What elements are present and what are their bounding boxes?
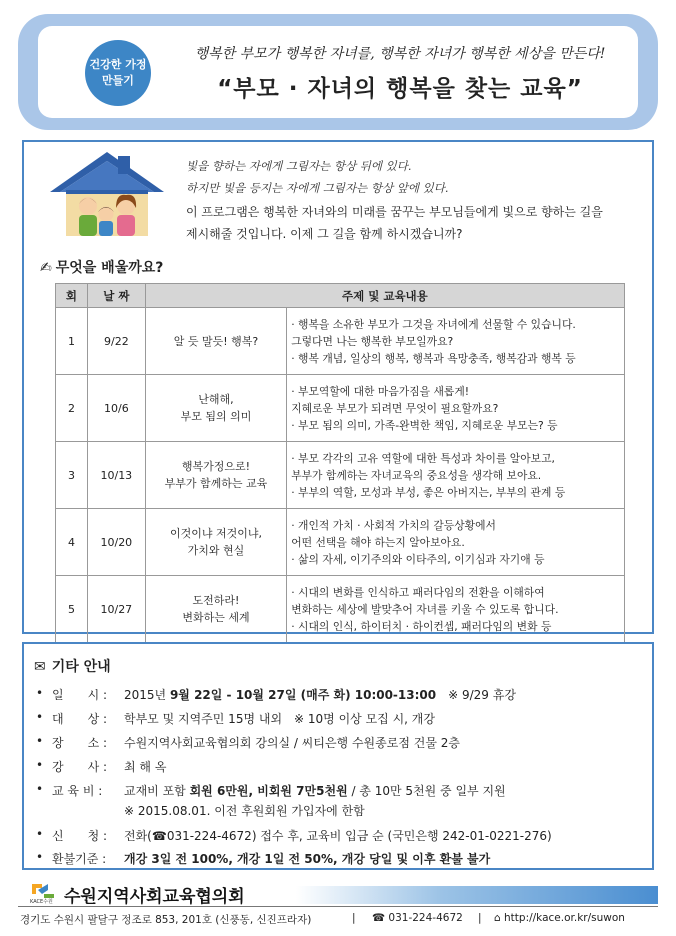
content-line: · 개인적 가치 · 사회적 가치의 갈등상황에서 [291, 518, 496, 532]
footer-address: 경기도 수원시 팔달구 정조로 853, 201호 (신풍동, 신진프라자) [20, 914, 312, 926]
info-item-datetime [36, 686, 516, 703]
bullet-icon: • [36, 710, 44, 724]
info-label: 신 청 : [52, 829, 108, 843]
info-label: 교 육 비 : [52, 784, 103, 798]
web-icon: ⌂ [494, 912, 505, 924]
content-line: · 시대의 인식, 하이터치 · 하이컨셉, 패러다임의 변화 등 [291, 619, 552, 633]
content-line: · 삶의 자세, 이기주의와 이타주의, 이기심과 자기애 등 [291, 552, 545, 566]
content-line: · 부모 됨의 의미, 가족-완벽한 책임, 지혜로운 부모는? 등 [291, 418, 558, 432]
info-item-refund [36, 850, 490, 867]
footer-gradient-bar [296, 886, 658, 904]
topic-line: 난해해, [198, 393, 234, 406]
session-date: 10/6 [87, 375, 145, 442]
info-label: 강 사 : [52, 760, 108, 774]
info-value: 수원지역사회교육협의회 강의실 / 씨티은행 수원종로점 건물 2층 [124, 736, 460, 750]
content-line: 변화하는 세상에 발맞추어 자녀를 키울 수 있도록 합니다. [291, 602, 559, 616]
topic-line: 부모 됨의 의미 [180, 410, 252, 423]
session-date: 10/13 [87, 442, 145, 509]
info-label: 대 상 : [52, 712, 108, 726]
info-value-note: ※ 9/29 휴강 [436, 688, 516, 702]
info-value-note: / 총 10만 5천원 중 일부 지원 [347, 784, 506, 798]
session-topic [145, 308, 286, 375]
intro-quote-1: 빛을 향하는 자에게 그림자는 항상 뒤에 있다. [186, 159, 412, 173]
header-date: 날 짜 [87, 284, 145, 308]
info-item-apply [36, 827, 552, 844]
content-line: · 시대의 변화를 인식하고 패러다임의 전환을 이해하여 [291, 585, 545, 599]
bullet-icon: • [36, 827, 44, 841]
bullet-icon: • [36, 686, 44, 700]
content-line: 어떤 선택을 해야 하는지 알아보아요. [291, 535, 465, 549]
footer-phone: ☎ 031-224-4672 [372, 912, 463, 924]
session-no: 4 [56, 509, 88, 576]
badge-line1: 건강한 가정 [89, 58, 147, 71]
info-label: 장 소 : [52, 736, 108, 750]
session-no: 3 [56, 442, 88, 509]
info-value [124, 850, 490, 867]
table-header-row [56, 284, 625, 308]
content-line: · 부부의 역할, 모성과 부성, 좋은 아버지는, 부부의 관계 등 [291, 485, 566, 499]
topic-line: 도전하라! [192, 594, 240, 607]
intro-quote-2: 하지만 빛을 등지는 자에게 그림자는 항상 앞에 있다. [186, 181, 449, 195]
badge-line2: 만들기 [102, 74, 134, 87]
section-heading [40, 257, 163, 277]
session-topic [145, 576, 286, 643]
info-value-bold: 9월 22일 - 10월 27일 (매주 화) 10:00-13:00 [169, 688, 437, 702]
content-line: · 부모역할에 대한 마음가짐을 새롭게! [291, 384, 470, 398]
info-value-text: 2015년 [124, 688, 170, 702]
table-row [56, 308, 625, 375]
header-no: 회 [56, 284, 88, 308]
session-date: 9/22 [87, 308, 145, 375]
footer-website[interactable]: http://kace.or.kr/suwon [504, 912, 625, 924]
session-content [287, 576, 625, 643]
svg-text:KACE수원: KACE수원 [30, 899, 53, 904]
intro-line-1: 이 프로그램은 행복한 자녀와의 미래를 꿈꾸는 부모님들에게 빛으로 향하는 길을 [186, 205, 603, 219]
info-value: 전화(☎031-224-4672) 접수 후, 교육비 입금 순 (국민은행 242-01-0221-276) [124, 829, 552, 843]
content-line: · 행복 개념, 일상의 행복, 행복과 욕망충족, 행복감과 행복 등 [291, 351, 576, 365]
pencil-icon: ✍ [40, 260, 52, 276]
fee-note: ※ 2015.08.01. 이전 후원회원 가입자에 한함 [124, 804, 365, 818]
footer-website-row [494, 912, 625, 924]
bullet-icon: • [36, 734, 44, 748]
bullet-icon: • [36, 782, 44, 796]
info-value: 학부모 및 지역주민 15명 내외 ※ 10명 이상 모집 시, 개강 [124, 712, 435, 726]
session-topic [145, 375, 286, 442]
page-title: “부모 · 자녀의 행복을 찾는 교육” [217, 76, 583, 102]
header-topic: 주제 및 교육내용 [145, 284, 624, 308]
envelope-icon: ✉ [34, 659, 46, 675]
session-no: 5 [56, 576, 88, 643]
info-item-target [36, 710, 435, 727]
footer-separator: | [478, 912, 482, 924]
session-date: 10/20 [87, 509, 145, 576]
schedule-table [55, 283, 625, 643]
info-item-fee [36, 782, 506, 799]
bullet-icon: • [36, 758, 44, 772]
session-no: 2 [56, 375, 88, 442]
content-line: 부부가 함께하는 자녀교육의 중요성을 생각해 보아요. [291, 468, 542, 482]
info-value: 최 해 옥 [124, 760, 167, 774]
topic-line: 가치와 현실 [187, 544, 245, 557]
content-line: 지혜로운 부모가 되려면 무엇이 필요할까요? [291, 401, 499, 415]
info-item-lecturer [36, 758, 166, 775]
section-title: 무엇을 배울까요? [55, 260, 164, 276]
kace-logo [28, 882, 62, 904]
info-heading [34, 656, 111, 676]
info-value-text: 교재비 포함 [124, 784, 190, 798]
topic-line: 변화하는 세계 [182, 611, 250, 624]
bullet-icon: • [36, 850, 44, 864]
info-value [124, 782, 506, 799]
info-value [124, 686, 516, 703]
footer-separator: | [352, 912, 356, 924]
org-name: 수원지역사회교육협의회 [64, 887, 245, 907]
topic-line: 이것이냐 저것이냐, [169, 527, 262, 540]
info-label: 환불기준 : [52, 852, 107, 866]
intro-line-2: 제시해줄 것입니다. 이제 그 길을 함께 하시겠습니까? [186, 227, 463, 241]
content-line: · 부모 각각의 고유 역할에 대한 특성과 차이를 알아보고, [291, 451, 555, 465]
session-no: 1 [56, 308, 88, 375]
table-row [56, 509, 625, 576]
session-content [287, 509, 625, 576]
content-line: 그렇다면 나는 행복한 부모일까요? [291, 334, 454, 348]
session-topic [145, 509, 286, 576]
session-date: 10/27 [87, 576, 145, 643]
family-house-illustration [42, 148, 172, 238]
topic-line: 알 듯 말듯! 행복? [173, 334, 259, 348]
table-row [56, 576, 625, 643]
info-value-bold: 개강 3일 전 100%, 개강 1일 전 50%, 개강 당일 및 이후 환불 불가 [124, 852, 491, 866]
info-label: 일 시 : [52, 688, 108, 702]
table-row [56, 375, 625, 442]
content-line: · 행복을 소유한 부모가 그것을 자녀에게 선물할 수 있습니다. [291, 317, 576, 331]
info-value-bold: 회원 6만원, 비회원 7만5천원 [189, 784, 348, 798]
slogan: 행복한 부모가 행복한 자녀를, 행복한 자녀가 행복한 세상을 만든다! [194, 46, 606, 62]
topic-line: 행복가정으로! [181, 460, 251, 473]
session-content [287, 442, 625, 509]
session-content [287, 375, 625, 442]
topic-badge [85, 40, 151, 106]
topic-line: 부부가 함께하는 교육 [164, 477, 268, 490]
session-content [287, 308, 625, 375]
table-row [56, 442, 625, 509]
session-topic [145, 442, 286, 509]
info-title: 기타 안내 [51, 659, 111, 675]
info-item-place [36, 734, 460, 751]
intro-paragraph [186, 201, 626, 245]
footer-divider [18, 906, 658, 907]
